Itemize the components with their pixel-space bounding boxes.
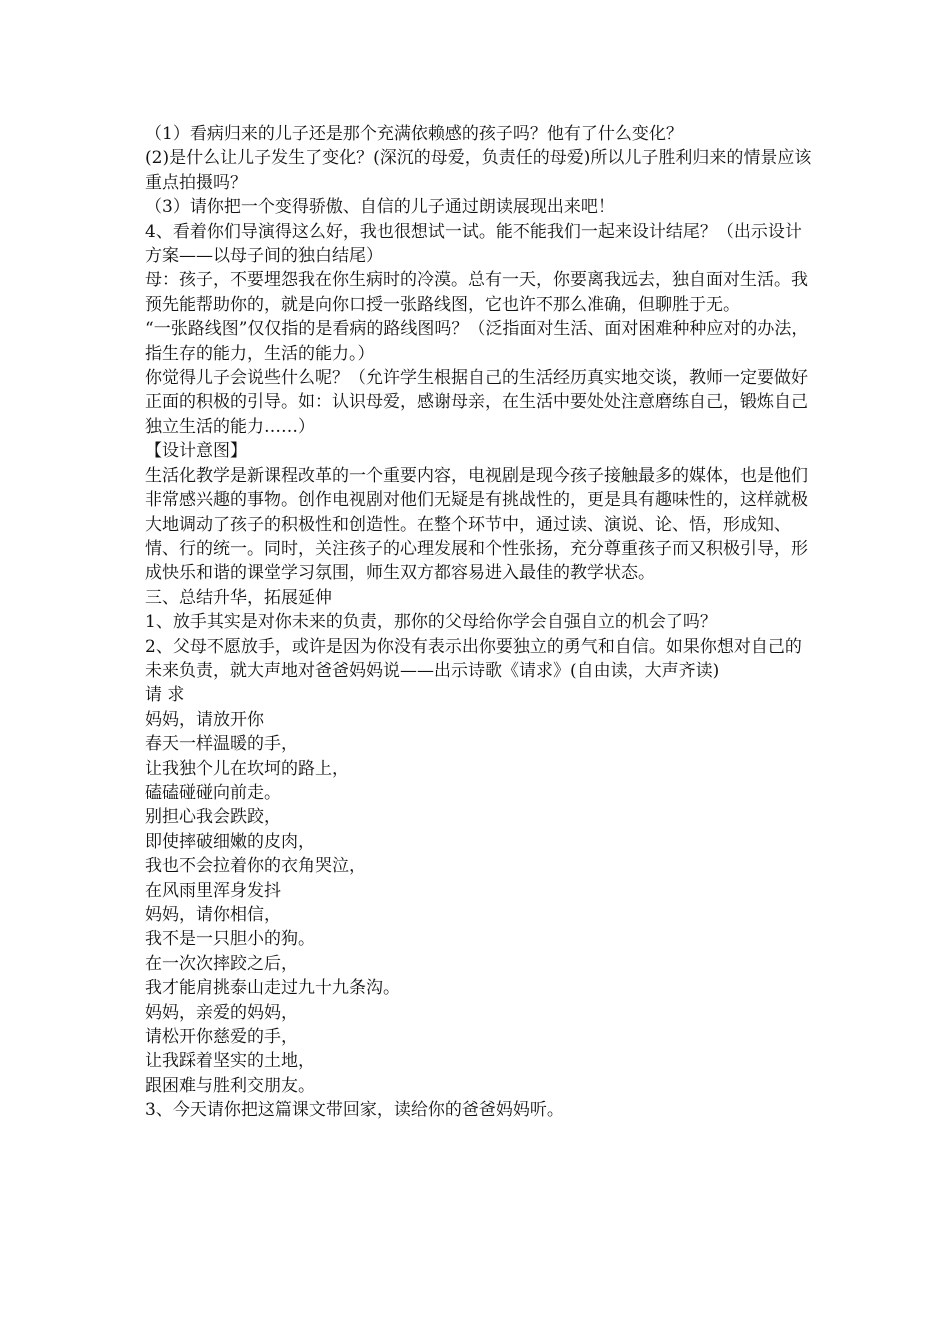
design-intent-heading: 【设计意图】 bbox=[145, 441, 247, 462]
poem-line: 即使摔破细嫩的皮肉， bbox=[145, 831, 315, 852]
son-response-question: 你觉得儿子会说些什么呢？（允许学生根据自己的生活经历真实地交谈，教师一定要做好正面的积极的引导。如：认识母爱，感谢母亲，在生活中要处处注意磨练自己，锻炼自己独立生活的能力……） bbox=[145, 368, 808, 437]
mother-monologue: 母：孩子，不要埋怨我在你生病时的冷漠。总有一天，你要离我远去，独自面对生活。我预先能帮助你的，就是向你口授一张路线图，它也许不那么准确，但聊胜于无。 bbox=[145, 270, 808, 315]
poem-line: 跟困难与胜利交朋友。 bbox=[145, 1075, 315, 1096]
poem-line: 妈妈，亲爱的妈妈， bbox=[145, 1002, 298, 1023]
section-three-heading: 三、总结升华，拓展延伸 bbox=[145, 587, 332, 608]
question-3: （3）请你把一个变得骄傲、自信的儿子通过朗读展现出来吧！ bbox=[145, 197, 615, 218]
poem-line: 别担心我会跌跤， bbox=[145, 807, 281, 828]
question-1: （1）看病归来的儿子还是那个充满依赖感的孩子吗？他有了什么变化？ bbox=[145, 124, 683, 144]
poem-line: 我也不会拉着你的衣角哭泣， bbox=[145, 856, 366, 877]
poem-line: 在风雨里浑身发抖 bbox=[145, 880, 281, 901]
closing-instruction: 3、今天请你把这篇课文带回家，读给你的爸爸妈妈听。 bbox=[145, 1100, 564, 1121]
poem-line: 春天一样温暖的手， bbox=[145, 734, 298, 755]
poem-line: 让我独个儿在坎坷的路上， bbox=[145, 758, 349, 779]
poem-line: 我不是一只胆小的狗。 bbox=[145, 929, 315, 950]
step-4: 4、看着你们导演得这么好，我也很想试一试。能不能我们一起来设计结尾？（出示设计方案——以母子间的独白结尾） bbox=[145, 221, 802, 267]
poem-line: 磕磕碰碰向前走。 bbox=[145, 782, 281, 803]
poem-line: 请松开你慈爱的手， bbox=[145, 1027, 298, 1048]
design-intent-text: 生活化教学是新课程改革的一个重要内容，电视剧是现今孩子接触最多的媒体，也是他们非常感兴趣的事物。创作电视剧对他们无疑是有挑战性的，更是具有趣味性的，这样就极大地调动了孩子的积极性和创造性。在整个环节中，通过读、演说、论、悟，形成知、情、行的统一。同时，关注孩子的心理发展和个性张扬，充分尊重孩子而又积极引导，形成快乐和谐的课堂学习氛围，师生双方都容易进入最佳的教学状态。 bbox=[145, 465, 808, 584]
summary-point-2: 2、父母不愿放手，或许是因为你没有表示出你要独立的勇气和自信。如果你想对自己的未来负责，就大声地对爸爸妈妈说——出示诗歌《请求》(自由读，大声齐读) bbox=[145, 636, 802, 681]
summary-point-1: 1、放手其实是对你未来的负责，那你的父母给你学会自强自立的机会了吗？ bbox=[145, 612, 717, 633]
poem-line: 在一次次摔跤之后， bbox=[145, 953, 298, 974]
poem-line: 妈妈，请你相信， bbox=[145, 905, 281, 925]
poem-title: 请 求 bbox=[145, 685, 185, 706]
poem-line: 我才能肩挑泰山走过九十九条沟。 bbox=[145, 978, 400, 999]
poem-line: 妈妈，请放开你 bbox=[145, 709, 264, 730]
question-2: (2)是什么让儿子发生了变化？(深沉的母爱，负责任的母爱)所以儿子胜利归来的情景应该重点拍摄吗？ bbox=[145, 148, 812, 193]
poem-line: 让我踩着坚实的土地， bbox=[145, 1051, 315, 1072]
route-map-question: “一张路线图”仅仅指的是看病的路线图吗？（泛指面对生活、面对困难种种应对的办法，指生存的能力，生活的能力。） bbox=[145, 319, 809, 364]
document-body bbox=[145, 122, 815, 1123]
